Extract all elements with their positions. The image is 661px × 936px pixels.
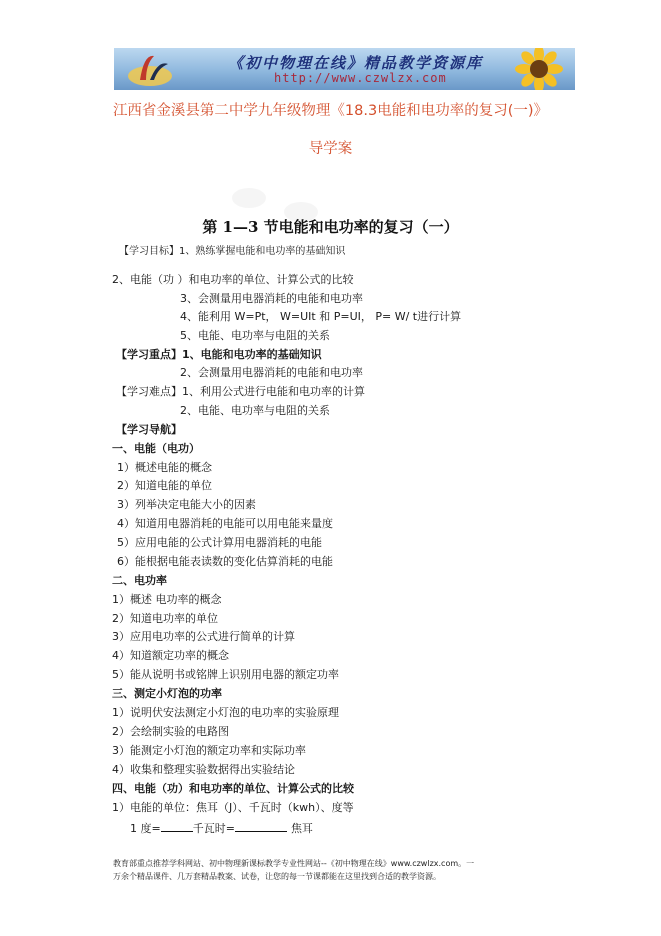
list-item: 2）知道电能的单位 xyxy=(117,479,212,492)
list-item: 1）电能的单位：焦耳（J）、千瓦时（kwh）、度等 xyxy=(112,801,354,814)
banner-url: http://www.czwlzx.com xyxy=(274,71,447,85)
answer-blank[interactable] xyxy=(235,820,287,832)
conversion-text: 焦耳 xyxy=(290,822,313,835)
list-item: 5）能从说明书或铭牌上识别用电器的额定功率 xyxy=(112,668,339,681)
list-item: 6）能根据电能表读数的变化估算消耗的电能 xyxy=(117,555,333,568)
list-item: 5）应用电能的公式计算用电器消耗的电能 xyxy=(117,536,322,549)
watermark xyxy=(232,188,266,208)
list-item: 4）知道额定功率的概念 xyxy=(112,649,229,662)
list-item: 5、电能、电功率与电阻的关系 xyxy=(180,329,330,342)
section-heading: 一、电能（电功） xyxy=(112,442,200,455)
list-item: 2）知道电功率的单位 xyxy=(112,612,218,625)
footer-line: 教育部重点推荐学科网站、初中物理新课标教学专业性网站--《初中物理在线》www.czwlzx.com。一 xyxy=(113,859,475,868)
difficulty-line: 【学习难点】1、利用公式进行电能和电功率的计算 xyxy=(116,385,365,398)
site-banner xyxy=(114,48,575,90)
section-heading: 四、电能（功）和电功率的单位、计算公式的比较 xyxy=(112,782,354,795)
conversion-text: 1 度= xyxy=(130,822,161,835)
list-item: 2、电能、电功率与电阻的关系 xyxy=(180,404,330,417)
site-logo-icon xyxy=(124,50,176,88)
list-item: 3）能测定小灯泡的额定功率和实际功率 xyxy=(112,744,306,757)
list-item: 4、能利用 W=Pt， W=UIt 和 P=UI， P= W/ t进行计算 xyxy=(180,310,462,323)
list-item: 3）应用电功率的公式进行简单的计算 xyxy=(112,630,295,643)
unit-conversion-line xyxy=(130,820,313,836)
list-item: 1）概述 电功率的概念 xyxy=(112,593,222,606)
list-item: 2、电能（功 ）和电功率的单位、计算公式的比较 xyxy=(112,273,354,286)
banner-title: 《初中物理在线》精品教学资源库 xyxy=(228,54,484,72)
section-title: 第 1—3 节电能和电功率的复习（一） xyxy=(202,218,459,236)
list-item: 4）收集和整理实验数据得出实验结论 xyxy=(112,763,295,776)
document-subtitle: 导学案 xyxy=(308,141,353,157)
list-item: 1）说明伏安法测定小灯泡的电功率的实验原理 xyxy=(112,706,339,719)
key-point-line: 【学习重点】1、电能和电功率的基础知识 xyxy=(116,348,322,361)
list-item: 1）概述电能的概念 xyxy=(117,461,212,474)
section-heading: 三、测定小灯泡的功率 xyxy=(112,687,222,700)
list-item: 2、会测量用电器消耗的电能和电功率 xyxy=(180,366,363,379)
learning-guide-heading: 【学习导航】 xyxy=(116,423,182,436)
footer-line: 万余个精品课件、几万套精品教案、试卷，让您的每一节课都能在这里找到合适的教学资源。 xyxy=(113,872,441,881)
sunflower-icon xyxy=(509,48,569,90)
section-heading: 二、电功率 xyxy=(112,574,167,587)
conversion-text: 千瓦时= xyxy=(192,822,235,835)
list-item: 4）知道用电器消耗的电能可以用电能来量度 xyxy=(117,517,333,530)
list-item: 3、会测量用电器消耗的电能和电功率 xyxy=(180,292,363,305)
answer-blank[interactable] xyxy=(161,820,193,832)
document-title: 江西省金溪县第二中学九年级物理《18.3电能和电功率的复习(一)》 xyxy=(112,103,549,119)
learning-goal-line: 【学习目标】1、熟练掌握电能和电功率的基础知识 xyxy=(119,246,346,257)
list-item: 2）会绘制实验的电路图 xyxy=(112,725,229,738)
list-item: 3）列举决定电能大小的因素 xyxy=(117,498,256,511)
